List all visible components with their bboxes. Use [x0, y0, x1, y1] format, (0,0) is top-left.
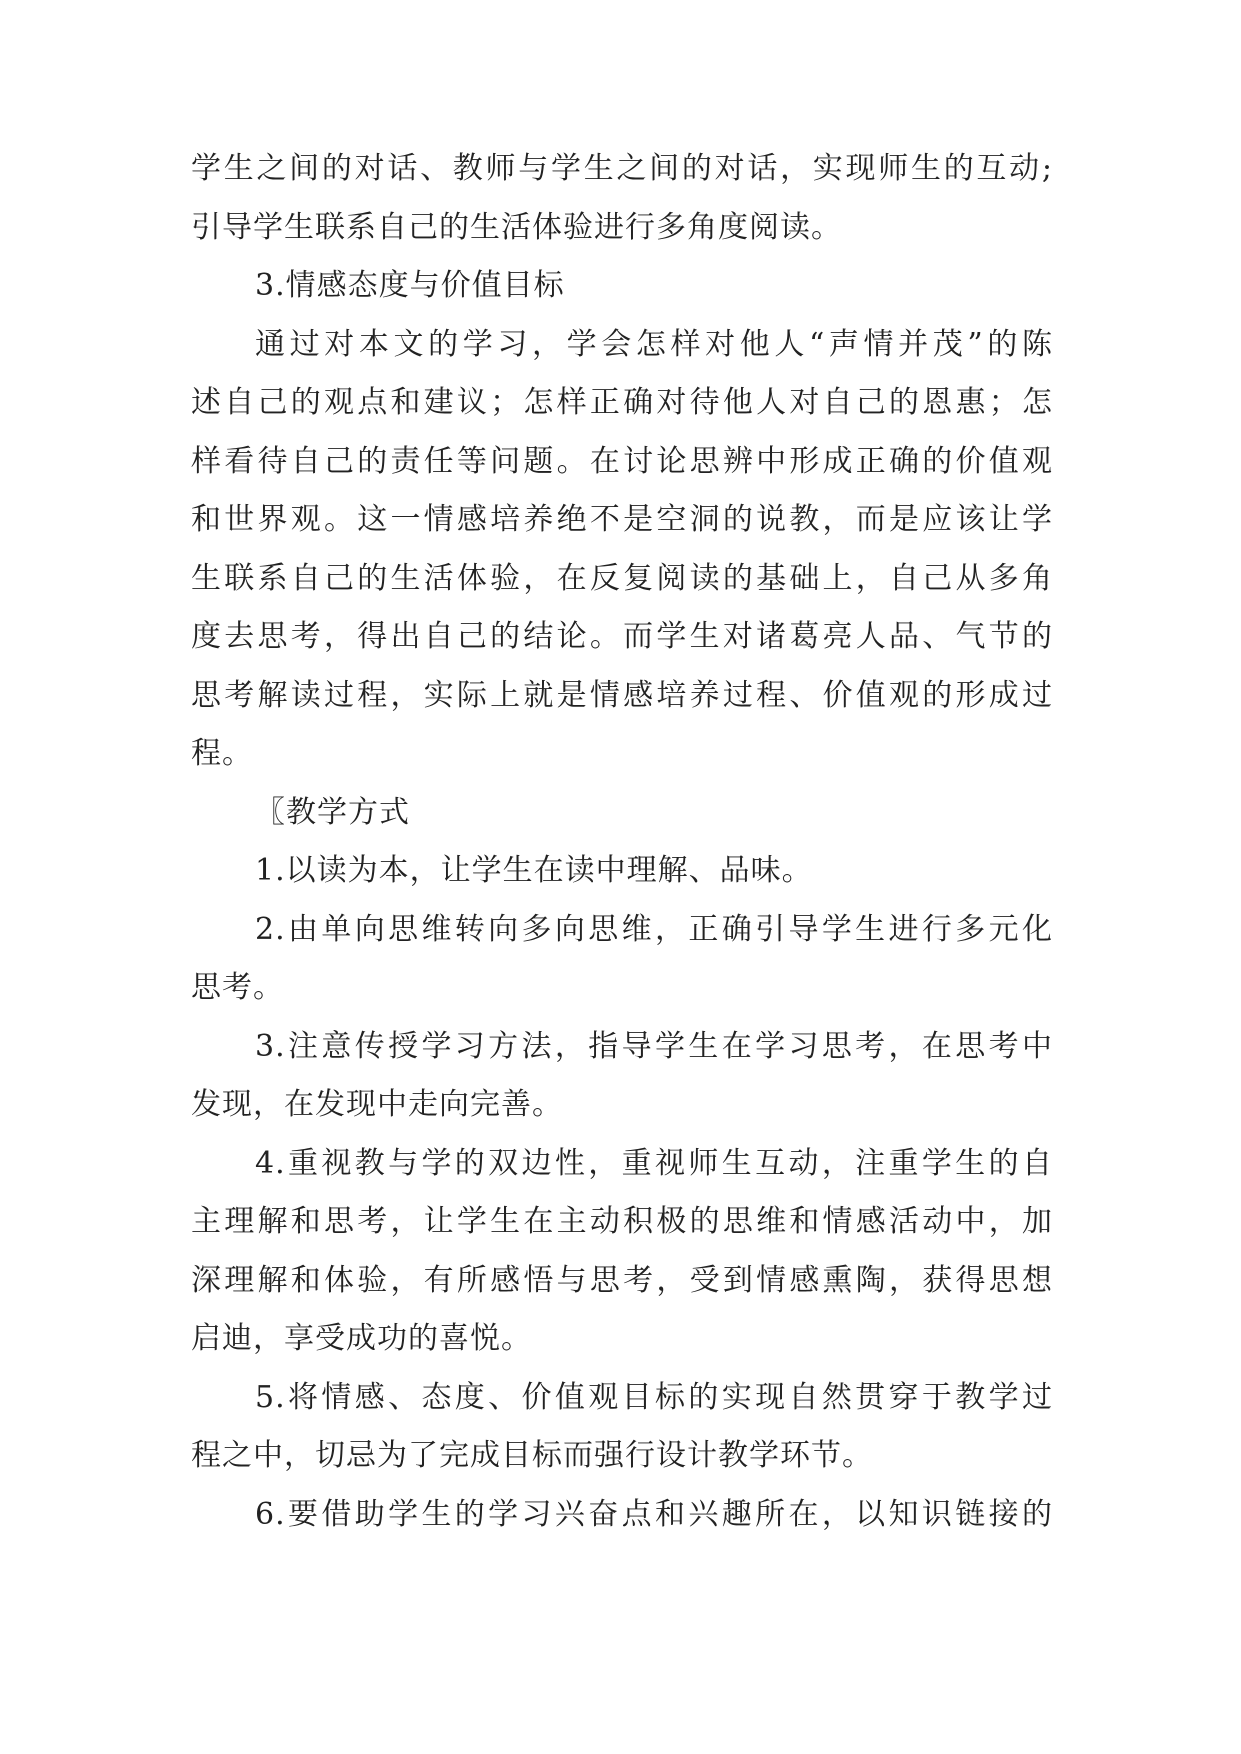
- text-line: 启迪，享受成功的喜悦。: [191, 1321, 532, 1356]
- text-line: 和世界观。这一情感培养绝不是空洞的说教，而是应该让学: [191, 502, 1053, 537]
- text-line: 程。: [191, 736, 253, 771]
- text-line: 主理解和思考，让学生在主动积极的思维和情感活动中，加: [191, 1204, 1053, 1239]
- text-line: 度去思考，得出自己的结论。而学生对诸葛亮人品、气节的: [191, 619, 1053, 654]
- text-line: 生联系自己的生活体验，在反复阅读的基础上，自己从多角: [191, 560, 1053, 596]
- text-line: 引导学生联系自己的生活体验进行多角度阅读。: [191, 209, 842, 245]
- text-line: 述自己的观点和建议；怎样正确对待他人对自己的恩惠；怎: [191, 385, 1053, 420]
- section-heading: 3.情感态度与价值目标: [255, 268, 565, 303]
- text-line: 思考。: [191, 970, 284, 1005]
- text-line: 6.要借助学生的学习兴奋点和兴趣所在，以知识链接的: [255, 1496, 1053, 1532]
- document-page: [191, 140, 1053, 1544]
- text-line: 程之中，切忌为了完成目标而强行设计教学环节。: [191, 1438, 873, 1473]
- text-line: 3.注意传授学习方法，指导学生在学习思考，在思考中: [255, 1028, 1053, 1064]
- text-line: 样看待自己的责任等问题。在讨论思辨中形成正确的价值观: [191, 443, 1053, 479]
- text-line: 1.以读为本，让学生在读中理解、品味。: [255, 853, 813, 888]
- text-line: 思考解读过程，实际上就是情感培养过程、价值观的形成过: [191, 677, 1053, 713]
- text-line: 2.由单向思维转向多向思维，正确引导学生进行多元化: [255, 911, 1053, 947]
- text-line: 发现，在发现中走向完善。: [191, 1087, 563, 1122]
- text-line: 通过对本文的学习，学会怎样对他人“声情并茂”的陈: [255, 326, 1053, 362]
- text-line: 4.重视教与学的双边性，重视师生互动，注重学生的自: [255, 1145, 1053, 1181]
- section-heading: 〖教学方式: [255, 794, 410, 830]
- text-line: 深理解和体验，有所感悟与思考，受到情感熏陶，获得思想: [191, 1262, 1053, 1298]
- text-line: 学生之间的对话、教师与学生之间的对话，实现师生的互动;: [191, 151, 1053, 186]
- text-line: 5.将情感、态度、价值观目标的实现自然贯穿于教学过: [255, 1379, 1053, 1415]
